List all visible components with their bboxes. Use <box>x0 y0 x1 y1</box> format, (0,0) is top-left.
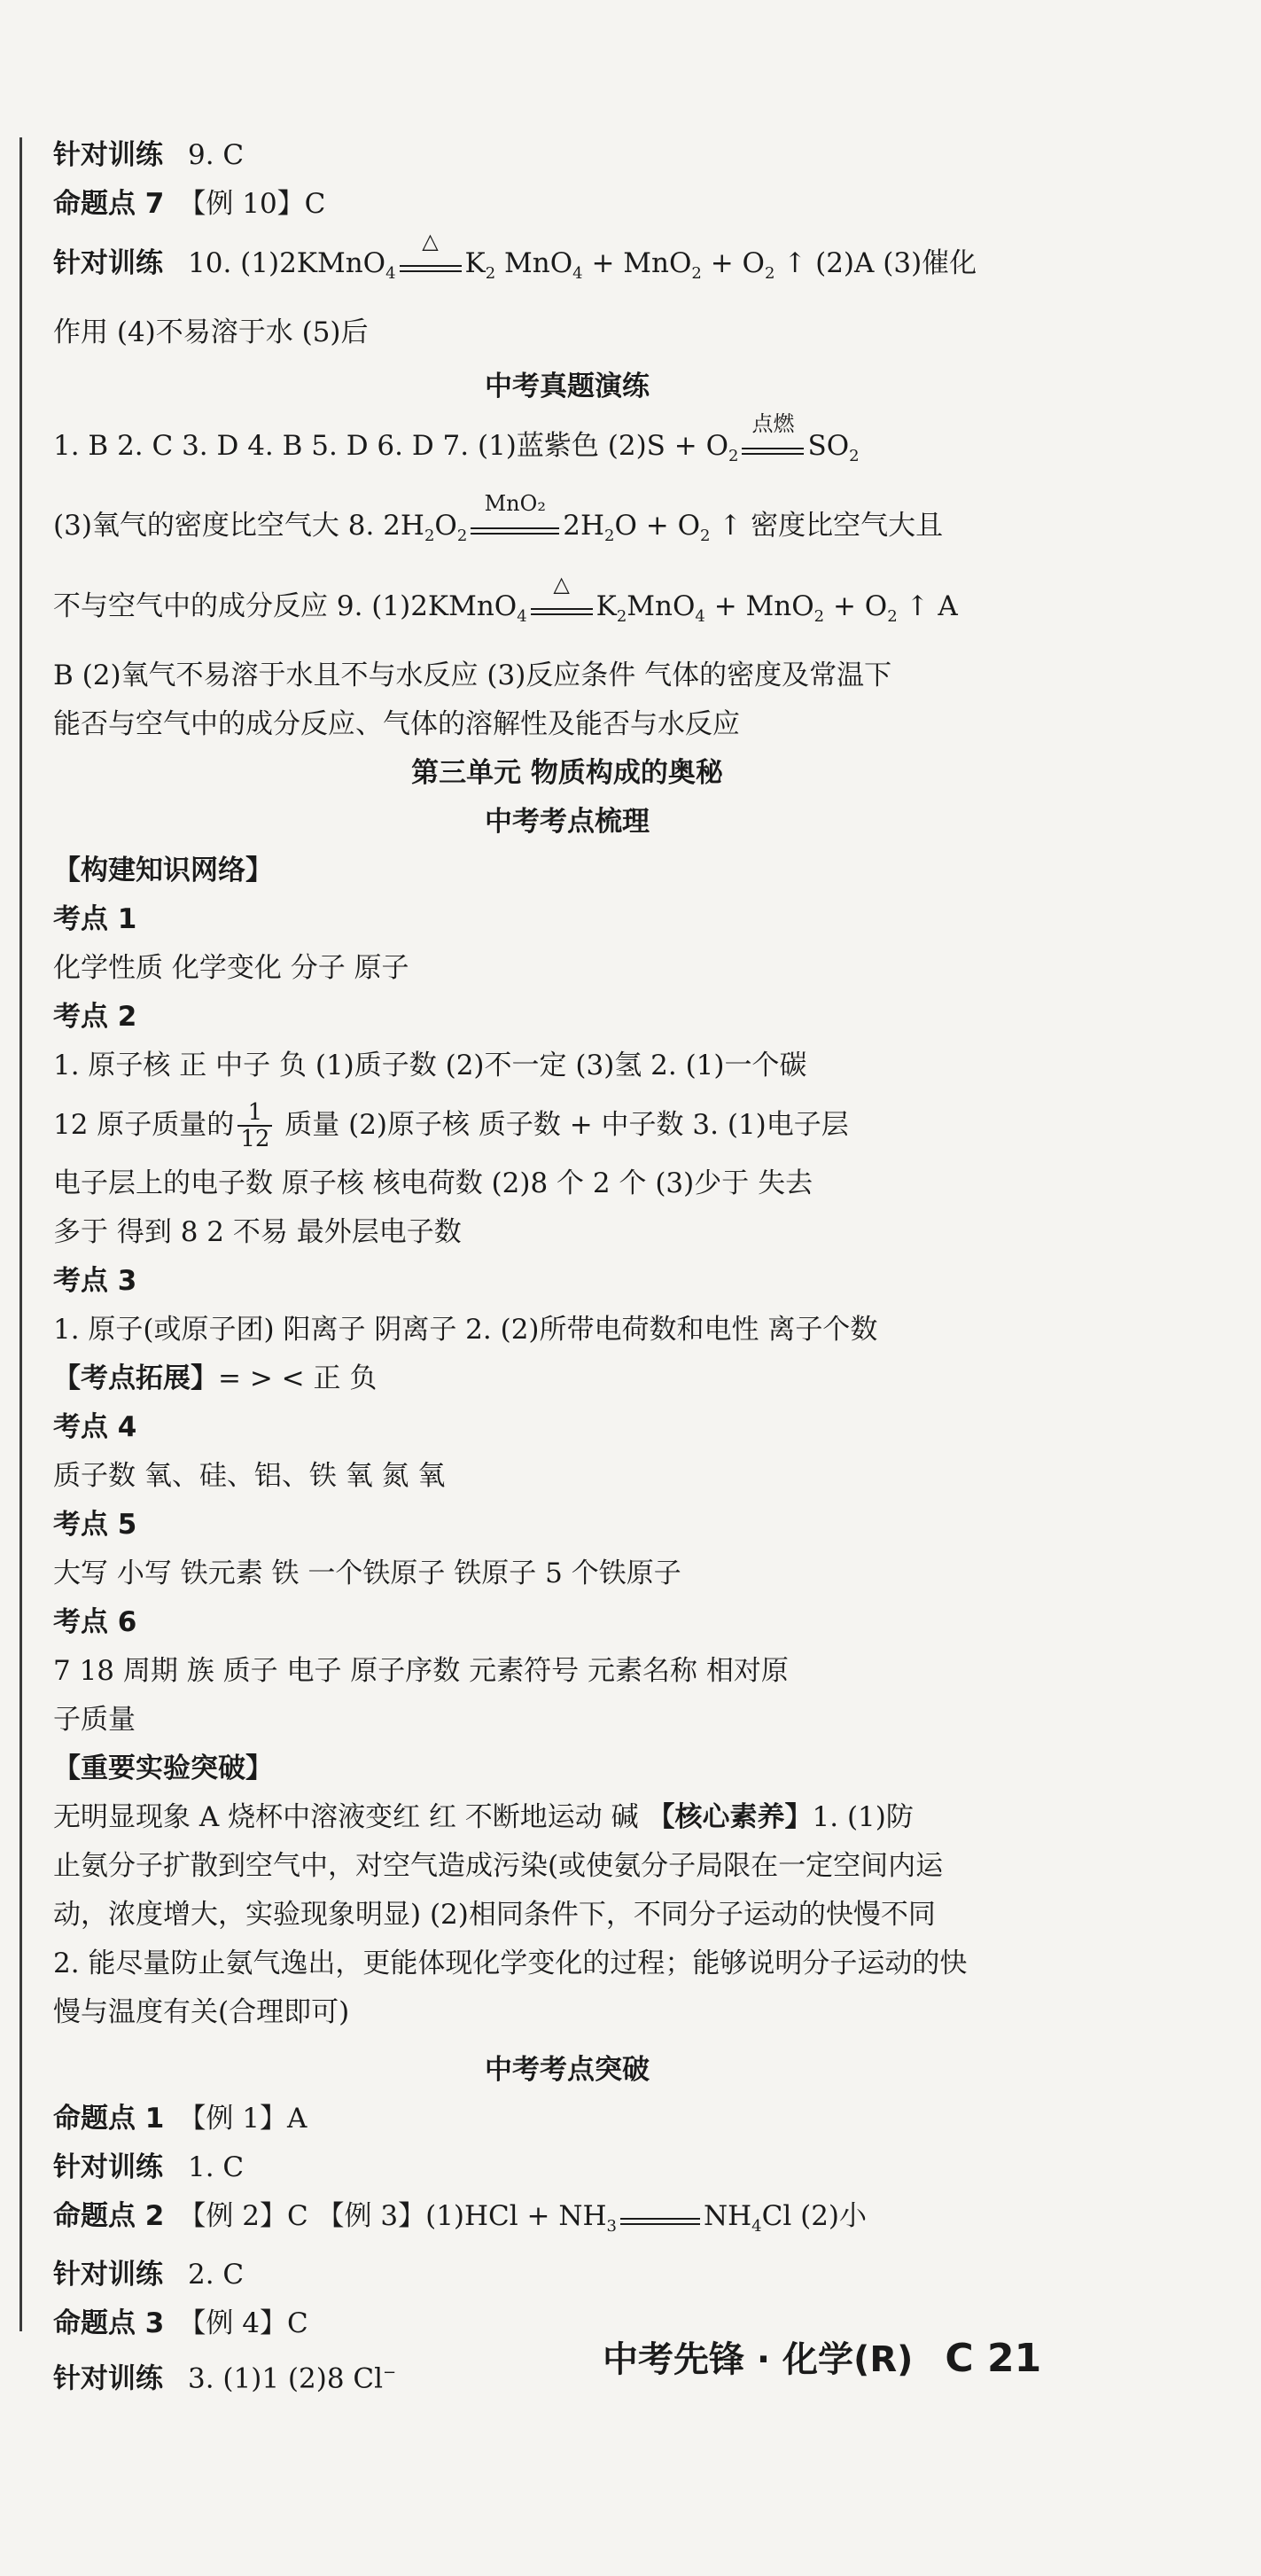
equation-line: 针对训练 10. (1)2KMnO$_4$ △ $K_2$ $MnO_4 + MnO_2 + O_2$ ↑ (2)A (3)催化 <box>53 229 977 284</box>
answer-line: 针对训练 1. C <box>53 2151 245 2183</box>
reaction-arrow: 点燃 <box>742 446 804 455</box>
answer-line: 1. 原子核 正 中子 负 (1)质子数 (2)不一定 (3)氢 2. (1)一个碳 <box>53 1049 807 1081</box>
equation-line: 1. B 2. C 3. D 4. B 5. D 6. D 7. (1)蓝紫色 $(2)S + O_2$ 点燃 $SO_2$ <box>53 411 860 466</box>
page-footer <box>603 2331 1041 2382</box>
answer-line: 化学性质 化学变化 分子 原子 <box>53 951 409 984</box>
reaction-arrow <box>620 2216 700 2225</box>
section-title: 中考考点梳理 <box>485 805 650 838</box>
subsection-heading: 【构建知识网络】 <box>53 854 273 886</box>
section-title: 中考考点突破 <box>485 2053 650 2086</box>
answer-line: 无明显现象 A 烧杯中溶液变红 红 不断地运动 碱 【核心素养】1. (1)防 <box>53 1800 914 1833</box>
section-title: 中考真题演练 <box>485 371 650 403</box>
answer-line: 能否与空气中的成分反应、气体的溶解性及能否与水反应 <box>53 707 740 740</box>
label: 针对训练 <box>53 139 163 171</box>
answer-line: 慢与温度有关(合理即可) <box>53 1995 350 2028</box>
point-label: 考点 6 <box>53 1605 137 1638</box>
answer-line: 电子层上的电子数 原子核 核电荷数 (2)8 个 2 个 (3)少于 失去 <box>53 1167 813 1199</box>
label: 针对训练 <box>53 247 163 279</box>
answer-line: 针对训练 3. (1)1 (2)8 Cl− <box>53 2362 397 2395</box>
answer-line: 针对训练 2. C <box>53 2258 245 2291</box>
answer-line: 动，浓度增大，实验现象明显) (2)相同条件下，不同分子运动的快慢不同 <box>53 1898 936 1931</box>
label: 命题点 7 <box>53 188 165 220</box>
reaction-arrow: △ <box>400 263 462 272</box>
point-label: 考点 5 <box>53 1508 137 1541</box>
answer-line: 12 原子质量的 $\frac{1}{12}$ 质量 (2)原子核 质子数 + 中子数 3. (1)电子层 <box>53 1099 849 1153</box>
answer-line: 针对训练 9. C <box>53 139 245 171</box>
answer-line: B (2)氧气不易溶于水且不与水反应 (3)反应条件 气体的密度及常温下 <box>53 659 892 691</box>
answer-line: 大写 小写 铁元素 铁 一个铁原子 铁原子 5 个铁原子 <box>53 1557 681 1589</box>
equation-line: (3)氧气的密度比空气大 8. $2H_2O_2$ MnO₂ $2H_2O + O_2$ ↑ 密度比空气大且 <box>53 491 944 546</box>
subsection-heading: 【重要实验突破】 <box>53 1752 273 1784</box>
answer-line: 质子数 氧、硅、铝、铁 氧 氮 氧 <box>53 1459 446 1492</box>
reaction-arrow: △ <box>531 606 593 615</box>
answer-line: 止氨分子扩散到空气中，对空气造成污染(或使氨分子局限在一定空间内运 <box>53 1849 944 1882</box>
answer-line: 1. 原子(或原子团) 阳离子 阴离子 2. (2)所带电荷数和电性 离子个数 <box>53 1313 878 1346</box>
page-content <box>53 131 1081 2403</box>
point-label: 考点 2 <box>53 1000 137 1033</box>
equation-line: 命题点 2 【例 2】C 【例 3】$(1)HCl + NH_3$ $NH_4Cl$ (2)小 <box>53 2199 868 2236</box>
answer-line: 多于 得到 8 2 不易 最外层电子数 <box>53 1215 462 1248</box>
answer-line: 命题点 7 【例 10】C <box>53 188 326 220</box>
point-label: 考点 4 <box>53 1410 137 1443</box>
page-number: C 21 <box>945 2336 1042 2381</box>
answer-line: 7 18 周期 族 质子 电子 原子序数 元素符号 元素名称 相对原 <box>53 1654 789 1687</box>
answer-line: 命题点 3 【例 4】C <box>53 2307 308 2339</box>
answer-line: 【考点拓展】= > < 正 负 <box>53 1362 378 1394</box>
answer-line: 作用 (4)不易溶于水 (5)后 <box>53 316 369 349</box>
answer-line: 子质量 <box>53 1703 136 1736</box>
margin-rule <box>19 137 22 2331</box>
point-label: 考点 3 <box>53 1264 137 1297</box>
answer-line: 2. 能尽量防止氨气逸出，更能体现化学变化的过程；能够说明分子运动的快 <box>53 1947 968 1979</box>
unit-title: 第三单元 物质构成的奥秘 <box>411 756 723 789</box>
point-label: 考点 1 <box>53 902 137 935</box>
fraction: $\frac{1}{12}$ <box>237 1100 272 1151</box>
book-title: 中考先锋 · 化学(R) <box>603 2339 914 2380</box>
reaction-arrow: MnO₂ <box>471 526 559 535</box>
equation-line: 不与空气中的成分反应 9. (1)2KMnO$_4$ △ $K_2MnO_4 + MnO_2 + O_2$ ↑ A <box>53 571 958 626</box>
answer-line: 命题点 1 【例 1】A <box>53 2102 307 2135</box>
